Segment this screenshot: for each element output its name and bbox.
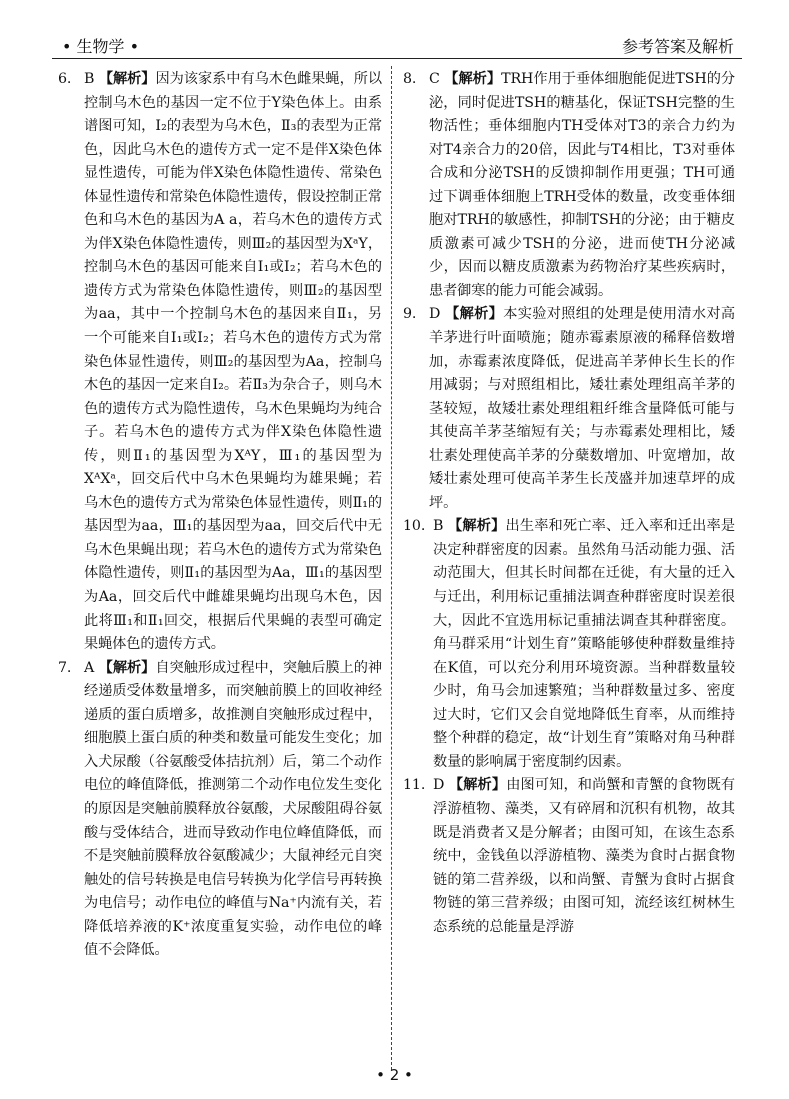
page-header <box>52 32 742 59</box>
answer-letter: A <box>84 659 95 676</box>
analysis-tag: 【解析】 <box>444 71 502 87</box>
analysis-text: 因为该家系中有乌木色雌果蝇，所以控制乌木色的基因一定不位于Y染色体上。由系谱图可知，Ⅰ₂的表型为乌木色，Ⅱ₃的表型为正常色，因此乌木色的遗传方式一定不是伴X染色体显性遗传，可能为伴X染色体隐性遗传、常染色体显性遗传和常染色体隐性遗传，假设控制正常色和乌木色的基因为A a，若乌木色的遗传方式为伴X染色体隐性遗传，则Ⅲ₂的基因型为XᵃY，控制乌木色的基因可能来自Ⅰ₁或Ⅰ₂；若乌木色的遗传方式为常染色体隐性遗传，则Ⅲ₂的基因型为aa，其中一个控制乌木色的基因来自Ⅱ₁，另一个可能来自Ⅰ₁或Ⅰ₂；若乌木色的遗传方式为常染色体显性遗传，则Ⅲ₂的基因型为Aa，控制乌木色的基因一定来自Ⅰ₂。若Ⅱ₃为杂合子，则乌木色的遗传方式为隐性遗传，乌木色果蝇均为纯合子。若乌木色的遗传方式为伴X染色体隐性遗传，则Ⅱ₁的基因型为XᴬY，Ⅲ₁的基因型为XᴬXᵃ，回交后代中乌木色果蝇均为雄果蝇；若乌木色的遗传方式为常染色体显性遗传，则Ⅱ₁的基因型为aa，Ⅲ₁的基因型为aa，回交后代中无乌木色果蝇出现；若乌木色的遗传方式为常染色体隐性遗传，则Ⅱ₁的基因型为Aa，Ⅲ₁的基因型为Aa，回交后代中雌雄果蝇均出现乌木色，因此将Ⅲ₁和Ⅱ₁回交，根据后代果蝇的表型可确定果蝇体色的遗传方式。 <box>84 71 382 653</box>
answer-item-11 <box>403 774 735 939</box>
question-number: 7. <box>58 659 72 676</box>
analysis-tag: 【解析】 <box>98 71 156 87</box>
answer-item-6 <box>58 68 382 657</box>
left-column <box>58 68 382 963</box>
page-number: • 2 • <box>376 1066 413 1084</box>
analysis-tag: 【解析】 <box>448 518 506 535</box>
analysis-text: 本实验对照组的处理是使用清水对高羊茅进行叶面喷施；随赤霉素原液的稀释倍数增加，赤霉素浓度降低，促进高羊茅伸长生长的作用减弱；与对照组相比，矮壮素处理组高羊茅的茎较短，故矮壮素处理组粗纤维含量降低可能与其使高羊茅茎缩短有关；与赤霉素处理相比，矮壮素处理使高羊茅的分蘖数增加、叶宽增加，故矮壮素处理可使高羊茅生长茂盛并加速草坪的成坪。 <box>429 306 735 511</box>
subject-label: • 生物学 • <box>62 37 140 56</box>
analysis-tag: 【解析】 <box>448 777 507 794</box>
answer-letter: D <box>433 777 445 794</box>
answer-letter: B <box>84 71 95 87</box>
answer-item-8 <box>403 68 735 303</box>
column-divider <box>391 66 392 1070</box>
answer-item-7 <box>58 657 382 963</box>
answer-letter: C <box>429 71 440 87</box>
question-number: 11. <box>403 777 426 794</box>
analysis-tag: 【解析】 <box>445 306 504 323</box>
question-number: 9. <box>403 306 417 323</box>
analysis-tag: 【解析】 <box>98 659 156 676</box>
answer-letter: D <box>429 306 441 323</box>
question-number: 8. <box>403 71 417 87</box>
answer-item-9 <box>403 303 735 515</box>
question-number: 10. <box>403 518 426 535</box>
right-column <box>403 68 735 939</box>
section-title: 参考答案及解析 <box>621 37 734 56</box>
analysis-text: TRH作用于垂体细胞能促进TSH的分泌，同时促进TSH的糖基化，保证TSH完整的生物活性；垂体细胞内TH受体对T3的亲合力约为对T4亲合力的20倍，因此与T4相比，T3对垂体合成和分泌TSH的反馈抑制作用更强；TH可通过下调垂体细胞上TRH受体的数量，改变垂体细胞对TRH的敏感性，抑制TSH的分泌；由于糖皮质激素可减少TSH的分泌，进而使TH分泌减少，因而以糖皮质激素为药物治疗某些疾病时，患者御寒的能力可能会减弱。 <box>429 71 735 299</box>
analysis-text: 自突触形成过程中，突触后膜上的神经递质受体数量增多，而突触前膜上的回收神经递质的蛋白质增多，故推测自突触形成过程中，细胞膜上蛋白质的种类和数量可能发生变化；加入犬尿酸（谷氨酸受体拮抗剂）后，第二个动作电位的峰值降低，推测第二个动作电位发生变化的原因是突触前膜释放谷氨酸，犬尿酸阻碍谷氨酸与受体结合，进而导致动作电位峰值降低，而不是突触前膜释放谷氨酸减少；大鼠神经元自突触处的信号转换是电信号转换为化学信号再转换为电信号；动作电位的峰值与Na⁺内流有关，若降低培养液的K⁺浓度重复实验，动作电位的峰值不会降低。 <box>84 659 382 959</box>
analysis-text: 出生率和死亡率、迁入率和迁出率是决定种群密度的因素。虽然角马活动能力强、活动范围大，但其长时间都在迁徙，有大量的迁入与迁出，利用标记重捕法调查种群密度时误差很大，因此不宜选用标记重捕法调查其种群密度。角马群采用“计划生育”策略能够使种群数量维持在K值，可以充分利用环境资源。当种群数量较少时，角马会加速繁殖；当种群数量过多、密度过大时，它们又会自觉地降低生育率，从而维持整个种群的稳定，故“计划生育”策略对角马种群数量的影响属于密度制约因素。 <box>433 518 735 770</box>
question-number: 6. <box>58 71 72 87</box>
answer-letter: B <box>433 518 444 535</box>
analysis-text: 由图可知，和尚蟹和青蟹的食物既有浮游植物、藻类，又有碎屑和沉积有机物，故其既是消费者又是分解者；由图可知，在该生态系统中，金钱鱼以浮游植物、藻类为食时占据食物链的第二营养级，以和尚蟹、青蟹为食时占据食物链的第三营养级；由图可知，流经该红树林生态系统的总能量是浮游 <box>433 777 735 935</box>
answer-item-10 <box>403 515 735 774</box>
